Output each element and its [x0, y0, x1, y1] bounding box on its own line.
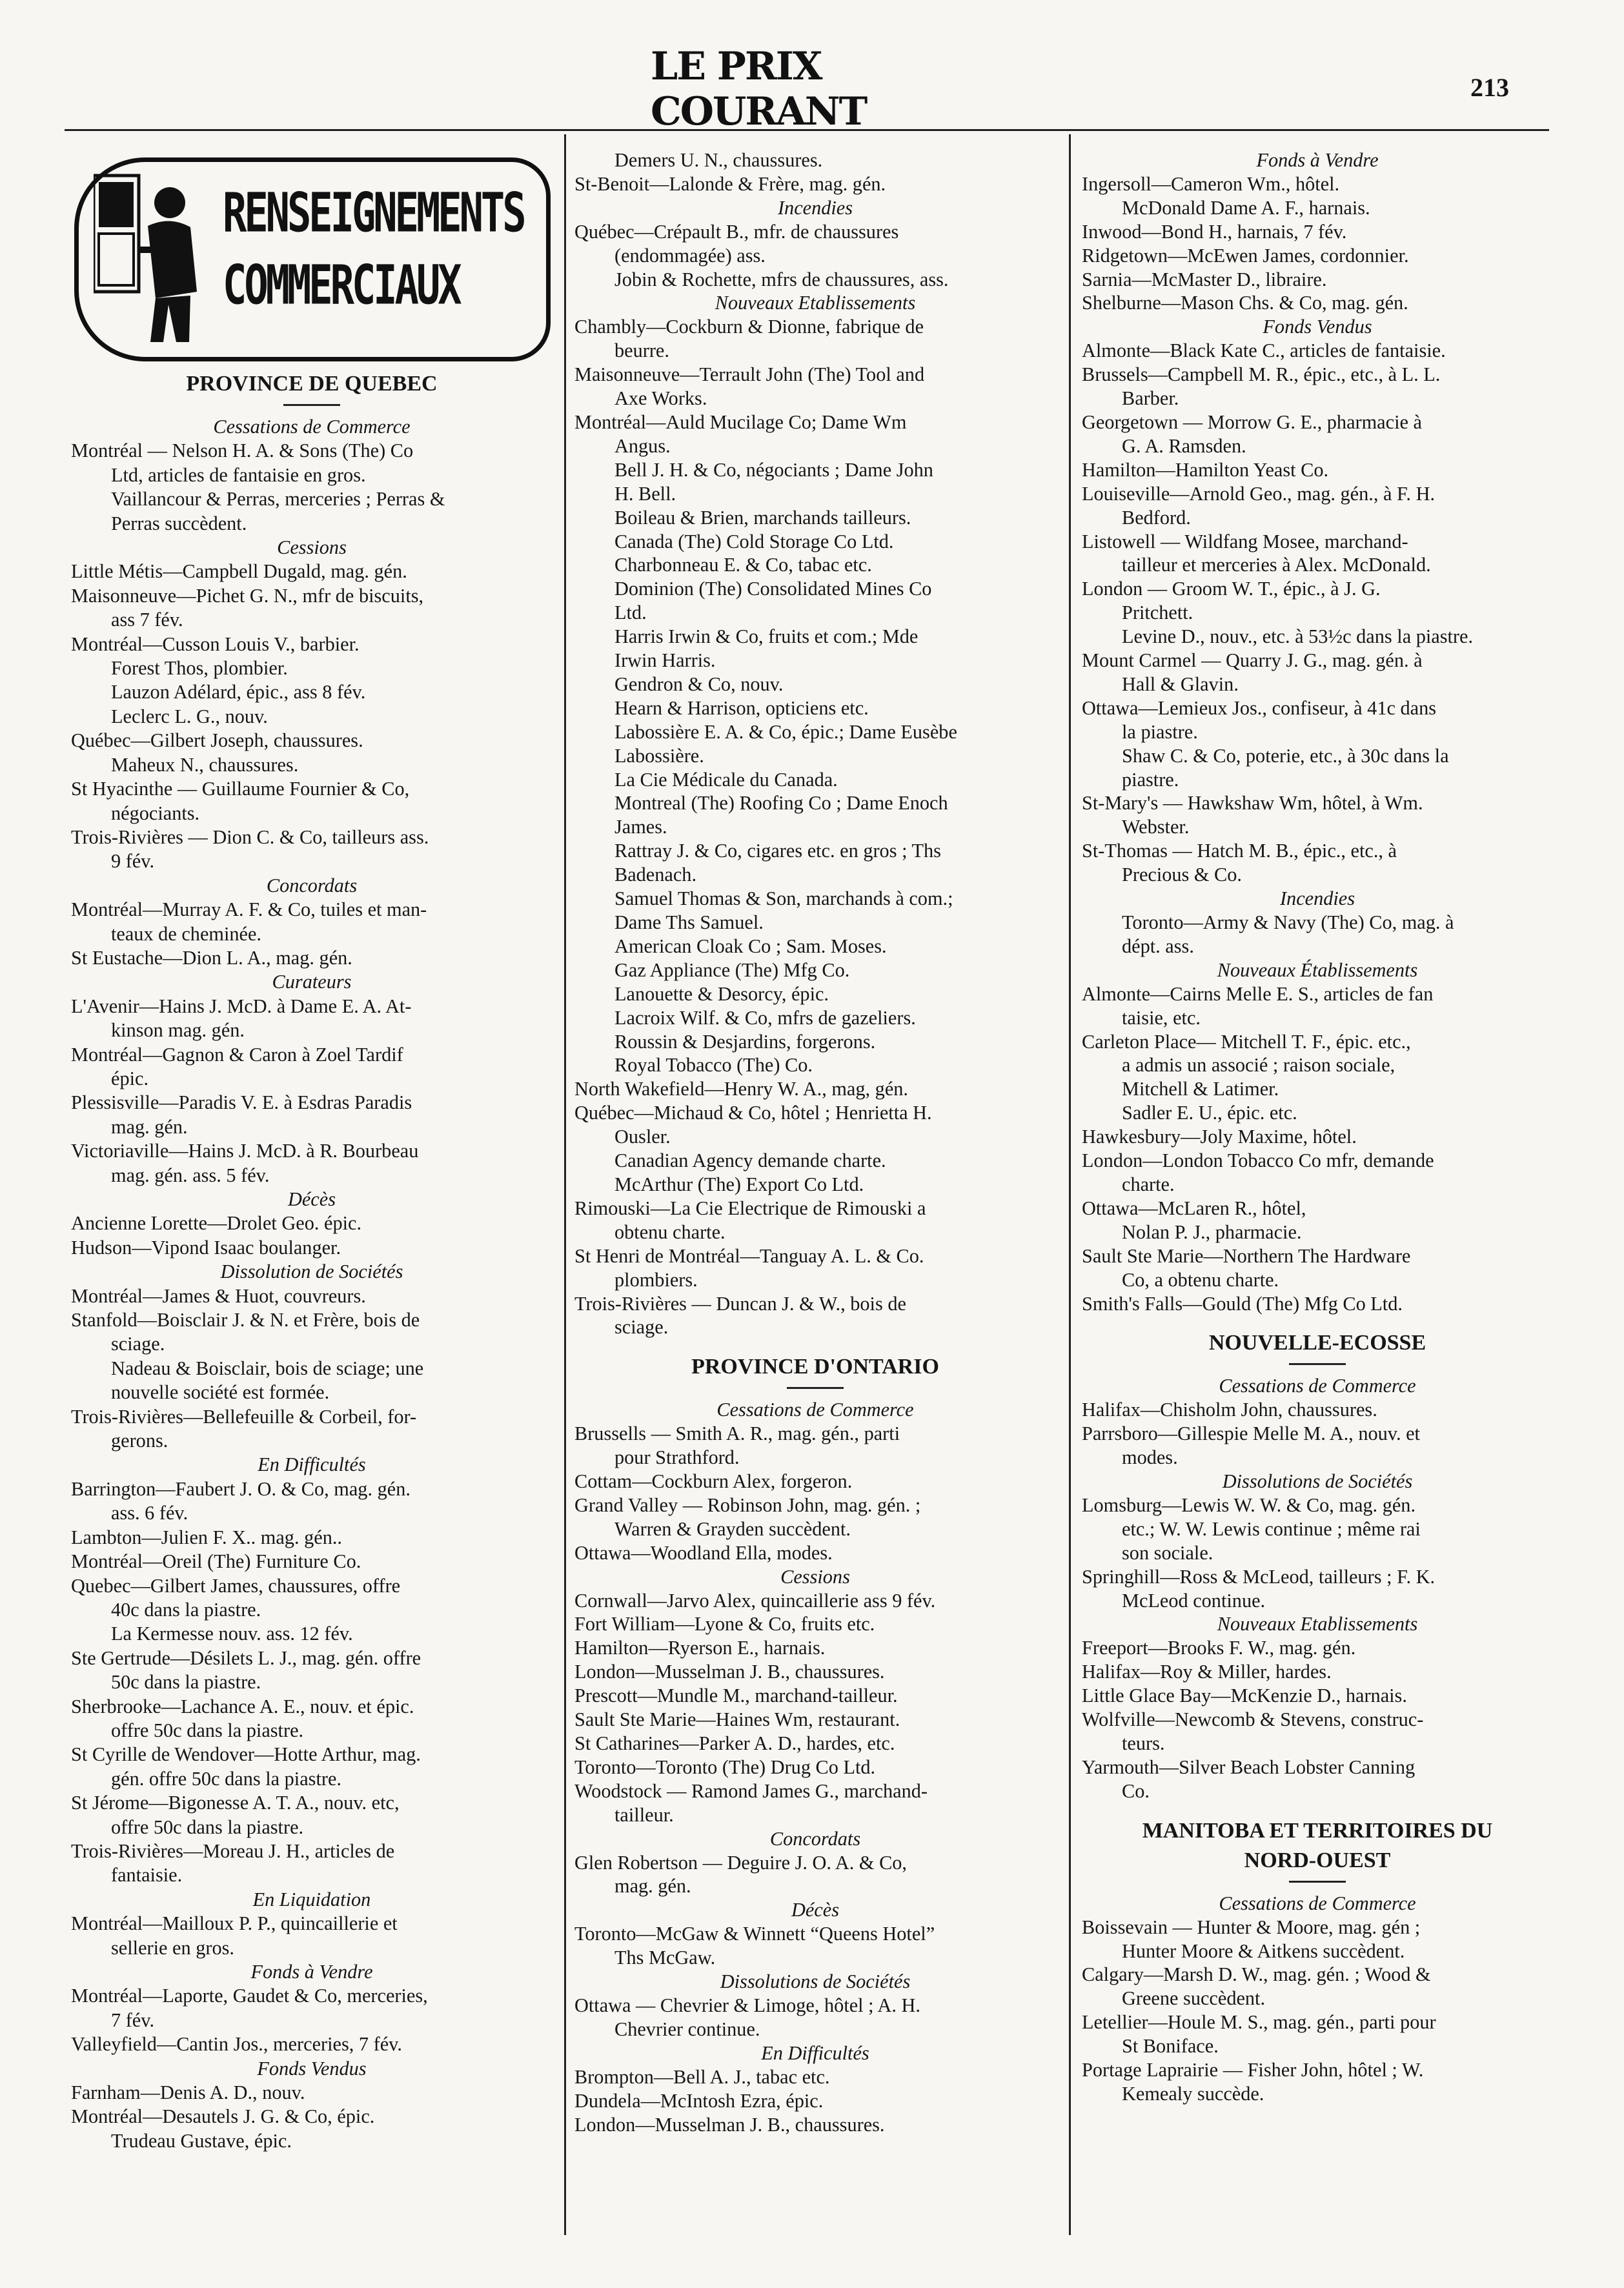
- entry-line: Montréal—Laporte, Gaudet & Co, merceries,: [71, 1985, 428, 2007]
- entry-line: St Cyrille de Wendover—Hotte Arthur, mag.: [71, 1743, 421, 1766]
- category-heading: Cessations de Commerce: [716, 1399, 914, 1421]
- entry-line: Halifax—Roy & Miller, hardes.: [1082, 1661, 1332, 1683]
- entry-continuation: Dominion (The) Consolidated Mines Co: [614, 578, 932, 600]
- entry-line: Almonte—Cairns Melle E. S., articles de fan: [1082, 982, 1434, 1005]
- entry-continuation: obtenu charte.: [614, 1220, 726, 1243]
- category-heading: Incendies: [777, 196, 853, 219]
- entry-continuation: nouvelle société est formée.: [111, 1381, 330, 1404]
- entry-line: Ingersoll—Cameron Wm., hôtel.: [1082, 172, 1340, 195]
- category-heading: Nouveaux Etablissements: [1217, 1613, 1418, 1635]
- entry-line: Halifax—Chisholm John, chaussures.: [1082, 1399, 1377, 1421]
- entry-continuation: sellerie en gros.: [111, 1936, 234, 1959]
- entry-continuation: Lauzon Adélard, épic., ass 8 fév.: [111, 681, 366, 704]
- entry-continuation: Boileau & Brien, marchands tailleurs.: [614, 506, 911, 529]
- entry-continuation: Hearn & Harrison, opticiens etc.: [614, 696, 869, 719]
- entry-continuation: négociants.: [111, 802, 200, 824]
- entry-continuation: Roussin & Desjardins, forgerons.: [614, 1030, 876, 1053]
- entry-continuation: Jobin & Rochette, mfrs de chaussures, ass.: [614, 268, 949, 290]
- entry-continuation: Mitchell & Latimer.: [1122, 1078, 1279, 1100]
- category-heading: Fonds Vendus: [257, 2057, 367, 2080]
- entry-line: Parrsboro—Gillespie Melle M. A., nouv. et: [1082, 1422, 1420, 1445]
- entry-line: Ridgetown—McEwen James, cordonnier.: [1082, 244, 1409, 267]
- spacer: [1082, 1315, 1553, 1328]
- column-body: [1082, 148, 1553, 2106]
- spacer: [574, 1339, 1056, 1352]
- entry-line: Fort William—Lyone & Co, fruits etc.: [574, 1613, 875, 1635]
- entry-continuation: Greene succèdent.: [1122, 1987, 1266, 2010]
- entry-continuation: (endommagée) ass.: [614, 244, 766, 267]
- entry-continuation: Hunter Moore & Aitkens succèdent.: [1122, 1939, 1405, 1962]
- entry-continuation: pour Strathford.: [614, 1446, 740, 1469]
- entry-line: Inwood—Bond H., harnais, 7 fév.: [1082, 220, 1347, 243]
- entry-continuation: Samuel Thomas & Son, marchands à com.;: [614, 887, 953, 910]
- entry-continuation: son sociale.: [1122, 1541, 1213, 1564]
- entry-line: Little Glace Bay—McKenzie D., harnais.: [1082, 1685, 1407, 1707]
- entry-continuation: Kemealy succède.: [1122, 2082, 1264, 2105]
- category-heading: Dissolution de Sociétés: [220, 1260, 403, 1283]
- header-rule: [65, 129, 1549, 131]
- entry-continuation: Ousler.: [614, 1126, 671, 1148]
- entry-line: St-Thomas — Hatch M. B., épic., etc., à: [1082, 840, 1397, 862]
- entry-continuation: Nadeau & Boisclair, bois de sciage; une: [111, 1357, 424, 1379]
- category-heading: Fonds à Vendre: [250, 1961, 373, 1983]
- entry-continuation: Ths McGaw.: [614, 1947, 716, 1969]
- entry-line: Ste Gertrude—Désilets L. J., mag. gén. offre: [71, 1646, 421, 1669]
- section-heading: PROVINCE D'ONTARIO: [691, 1355, 939, 1379]
- entry-line: Listowell — Wildfang Mosee, marchand-: [1082, 530, 1408, 552]
- category-heading: Cessions: [780, 1565, 850, 1588]
- entry-line: Hamilton—Hamilton Yeast Co.: [1082, 458, 1329, 481]
- entry-continuation: Bell J. H. & Co, négociants ; Dame John: [614, 458, 933, 481]
- entry-continuation: etc.; W. W. Lewis continue ; même rai: [1122, 1517, 1421, 1540]
- entry-continuation: tailleur et merceries à Alex. McDonald.: [1122, 554, 1431, 576]
- entry-line: St Eustache—Dion L. A., mag. gén.: [71, 946, 352, 969]
- entry-continuation: Irwin Harris.: [614, 649, 716, 672]
- entry-line: Maisonneuve—Terrault John (The) Tool and: [574, 363, 925, 386]
- entry-line: St Jérome—Bigonesse A. T. A., nouv. etc,: [71, 1792, 400, 1814]
- entry-line: St-Mary's — Hawkshaw Wm, hôtel, à Wm.: [1082, 792, 1423, 815]
- entry-continuation: Badenach.: [614, 864, 697, 886]
- entry-continuation: Angus.: [614, 434, 671, 457]
- entry-line: Ottawa—Lemieux Jos., confiseur, à 41c dans: [1082, 696, 1437, 719]
- entry-continuation: 50c dans la piastre.: [111, 1671, 261, 1694]
- entry-continuation: Nolan P. J., pharmacie.: [1122, 1220, 1302, 1243]
- category-heading: Décès: [287, 1188, 336, 1210]
- entry-continuation: piastre.: [1122, 768, 1179, 791]
- entry-continuation: McLeod continue.: [1122, 1589, 1266, 1612]
- clerk-figure-icon: [94, 169, 203, 343]
- entry-line: Wolfville—Newcomb & Stevens, construc-: [1082, 1708, 1424, 1731]
- entry-continuation: Vaillancour & Perras, merceries ; Perras &: [111, 488, 445, 511]
- entry-line: Montréal—Mailloux P. P., quincaillerie et: [71, 1912, 398, 1935]
- entry-continuation: mag. gén. ass. 5 fév.: [111, 1164, 270, 1186]
- entry-line: Stanfold—Boisclair J. & N. et Frère, bois de: [71, 1309, 420, 1331]
- entry-line: Montréal—James & Huot, couvreurs.: [71, 1284, 366, 1307]
- entry-continuation: Warren & Grayden succèdent.: [614, 1517, 851, 1540]
- entry-line: Grand Valley — Robinson John, mag. gén. ;: [574, 1493, 921, 1516]
- entry-line: Louiseville—Arnold Geo., mag. gén., à F. H.: [1082, 482, 1436, 505]
- category-heading: En Difficultés: [761, 2041, 869, 2064]
- entry-line: Trois-Rivières — Dion C. & Co, tailleurs ass.: [71, 825, 429, 848]
- entry-continuation: H. Bell.: [614, 482, 676, 505]
- entry-line: St-Benoit—Lalonde & Frère, mag. gén.: [574, 172, 886, 195]
- entry-continuation: Labossière E. A. & Co, épic.; Dame Eusèbe: [614, 720, 957, 743]
- entry-line: Boissevain — Hunter & Moore, mag. gén ;: [1082, 1916, 1421, 1938]
- banner-title-line: RENSEIGNEMENTS: [223, 181, 524, 245]
- entry-continuation: taisie, etc.: [1122, 1006, 1201, 1029]
- entry-continuation: kinson mag. gén.: [111, 1019, 245, 1042]
- entry-line: Georgetown — Morrow G. E., pharmacie à: [1082, 410, 1422, 433]
- entry-continuation: Axe Works.: [614, 387, 707, 410]
- entry-line: Mount Carmel — Quarry J. G., mag. gén. à: [1082, 649, 1423, 672]
- entry-line: London—Musselman J. B., chaussures.: [574, 1661, 885, 1683]
- entry-line: London—London Tobacco Co mfr, demande: [1082, 1149, 1434, 1172]
- heading-rule: [283, 404, 340, 406]
- entry-continuation: Lanouette & Desorcy, épic.: [614, 982, 829, 1005]
- entry-continuation: charte.: [1122, 1173, 1175, 1195]
- entry-line: Carleton Place— Mitchell T. F., épic. etc.,: [1082, 1030, 1411, 1053]
- entry-line: Quebec—Gilbert James, chaussures, offre: [71, 1574, 401, 1597]
- entry-continuation: modes.: [1122, 1446, 1178, 1469]
- entry-continuation: 7 fév.: [111, 2009, 155, 2031]
- entry-line: Québec—Gilbert Joseph, chaussures.: [71, 729, 363, 752]
- entry-continuation: gén. offre 50c dans la piastre.: [111, 1767, 341, 1790]
- page-number: 213: [1470, 73, 1509, 102]
- entry-line: Freeport—Brooks F. W., mag. gén.: [1082, 1637, 1356, 1659]
- section-heading: NORD-OUEST: [1244, 1848, 1391, 1872]
- entry-line: Hudson—Vipond Isaac boulanger.: [71, 1236, 341, 1259]
- section-heading: PROVINCE DE QUEBEC: [186, 372, 438, 396]
- entry-line: Shelburne—Mason Chs. & Co, mag. gén.: [1082, 292, 1408, 314]
- entry-line: Springhill—Ross & McLeod, tailleurs ; F. K.: [1082, 1565, 1436, 1588]
- entry-continuation: Canadian Agency demande charte.: [614, 1149, 886, 1172]
- entry-line: Trois-Rivières—Moreau J. H., articles de: [71, 1839, 395, 1862]
- entry-continuation: Gendron & Co, nouv.: [614, 673, 784, 695]
- entry-line: L'Avenir—Hains J. McD. à Dame E. A. At-: [71, 995, 412, 1017]
- entry-line: Montréal—Gagnon & Caron à Zoel Tardif: [71, 1043, 403, 1066]
- entry-line: North Wakefield—Henry W. A., mag, gén.: [574, 1078, 908, 1100]
- entry-continuation: La Cie Médicale du Canada.: [614, 768, 838, 791]
- entry-line: Montréal — Nelson H. A. & Sons (The) Co: [71, 440, 414, 462]
- heading-rule: [1289, 1363, 1346, 1365]
- entry-line: Brussells — Smith A. R., mag. gén., parti: [574, 1422, 900, 1445]
- category-heading: En Liquidation: [252, 1888, 371, 1910]
- entry-continuation: offre 50c dans la piastre.: [111, 1719, 304, 1741]
- entry-line: Sault Ste Marie—Haines Wm, restaurant.: [574, 1708, 900, 1731]
- column-body: [574, 148, 1056, 2136]
- entry-continuation: Sadler E. U., épic. etc.: [1122, 1102, 1297, 1124]
- entry-continuation: Harris Irwin & Co, fruits et com.; Mde: [614, 625, 919, 648]
- entry-continuation: gerons.: [111, 1430, 168, 1452]
- masthead-logo: LE PRIX COURANT: [651, 44, 867, 134]
- entry-continuation: Charbonneau E. & Co, tabac etc.: [614, 554, 872, 576]
- entry-continuation: dépt. ass.: [1122, 935, 1194, 957]
- category-heading: Décès: [791, 1899, 839, 1921]
- entry-continuation: Royal Tobacco (The) Co.: [614, 1054, 813, 1077]
- entry-line: Toronto—McGaw & Winnett “Queens Hotel”: [574, 1923, 935, 1945]
- entry-line: Sault Ste Marie—Northern The Hardware: [1082, 1244, 1411, 1267]
- entry-line: Dundela—McIntosh Ezra, épic.: [574, 2089, 824, 2112]
- entry-line: Valleyfield—Cantin Jos., merceries, 7 fév.: [71, 2033, 402, 2056]
- entry-line: Hamilton—Ryerson E., harnais.: [574, 1637, 826, 1659]
- entry-line: Glen Robertson — Deguire J. O. A. & Co,: [574, 1851, 908, 1874]
- entry-line: Plessisville—Paradis V. E. à Esdras Paradis: [71, 1091, 412, 1114]
- entry-continuation: Rattray J. & Co, cigares etc. en gros ; Ths: [614, 840, 941, 862]
- column-divider: [564, 134, 566, 2235]
- entry-line: Cottam—Cockburn Alex, forgeron.: [574, 1470, 853, 1493]
- entry-continuation: Forest Thos, plombier.: [111, 657, 288, 680]
- entry-continuation: Chevrier continue.: [614, 2018, 760, 2040]
- entry-continuation: Co, a obtenu charte.: [1122, 1268, 1279, 1291]
- category-heading: Fonds à Vendre: [1256, 149, 1379, 171]
- entry-continuation: James.: [614, 816, 667, 838]
- entry-continuation: McDonald Dame A. F., harnais.: [1122, 196, 1370, 219]
- category-heading: Fonds Vendus: [1263, 316, 1372, 338]
- entry-line: Smith's Falls—Gould (The) Mfg Co Ltd.: [1082, 1292, 1403, 1315]
- entry-continuation: a admis un associé ; raison sociale,: [1122, 1054, 1396, 1077]
- category-heading: Dissolutions de Sociétés: [720, 1970, 911, 1993]
- entry-line: Brussels—Campbell M. R., épic., etc., à L. L.: [1082, 363, 1441, 386]
- entry-line: Lomsburg—Lewis W. W. & Co, mag. gén.: [1082, 1493, 1416, 1516]
- entry-continuation: Lacroix Wilf. & Co, mfrs de gazeliers.: [614, 1006, 916, 1029]
- entry-continuation: Toronto—Army & Navy (The) Co, mag. à: [1122, 911, 1454, 933]
- entry-continuation: Pritchett.: [1122, 602, 1193, 624]
- entry-line: Barrington—Faubert J. O. & Co, mag. gén.: [71, 1477, 411, 1500]
- entry-line: Letellier—Houle M. S., mag. gén., parti pour: [1082, 2011, 1436, 2034]
- entry-line: Maisonneuve—Pichet G. N., mfr de biscuits,: [71, 584, 424, 607]
- entry-continuation: épic.: [111, 1067, 149, 1089]
- entry-line: Victoriaville—Hains J. McD. à R. Bourbeau: [71, 1140, 419, 1162]
- entry-continuation: la piastre.: [1122, 720, 1198, 743]
- entry-line: Trois-Rivières — Duncan J. & W., bois de: [574, 1292, 906, 1315]
- entry-continuation: mag. gén.: [111, 1115, 188, 1138]
- banner-title: [223, 177, 526, 338]
- entry-line: Lambton—Julien F. X.. mag. gén..: [71, 1526, 342, 1548]
- entry-continuation: Montreal (The) Roofing Co ; Dame Enoch: [614, 792, 948, 815]
- entry-continuation: beurre.: [614, 339, 669, 362]
- entry-continuation: sciage.: [111, 1333, 165, 1355]
- column-divider: [1069, 134, 1071, 2235]
- entry-continuation: Leclerc L. G., nouv.: [111, 705, 268, 727]
- entry-continuation: 9 fév.: [111, 850, 155, 873]
- entry-line: Hawkesbury—Joly Maxime, hôtel.: [1082, 1126, 1357, 1148]
- entry-line: Montréal—Cusson Louis V., barbier.: [71, 633, 360, 655]
- entry-line: Ottawa—McLaren R., hôtel,: [1082, 1197, 1306, 1219]
- entry-continuation: Perras succèdent.: [111, 512, 247, 534]
- entry-continuation: ass 7 fév.: [111, 609, 183, 631]
- entry-line: Woodstock — Ramond James G., marchand-: [574, 1779, 928, 1802]
- entry-continuation: American Cloak Co ; Sam. Moses.: [614, 935, 887, 957]
- entry-continuation: Bedford.: [1122, 506, 1191, 529]
- section-banner: [74, 150, 549, 363]
- entry-continuation: Maheux N., chaussures.: [111, 753, 299, 776]
- category-heading: Cessations de Commerce: [1219, 1375, 1416, 1397]
- entry-line: London — Groom W. T., épic., à J. G.: [1082, 578, 1381, 600]
- entry-line: Chambly—Cockburn & Dionne, fabrique de: [574, 316, 924, 338]
- section-heading: MANITOBA ET TERRITOIRES DU: [1142, 1818, 1493, 1843]
- entry-line: London—Musselman J. B., chaussures.: [574, 2113, 885, 2136]
- heading-rule: [787, 1387, 844, 1389]
- entry-continuation: Ltd, articles de fantaisie en gros.: [111, 463, 366, 486]
- column-3: [1082, 148, 1553, 2106]
- entry-continuation: G. A. Ramsden.: [1122, 434, 1246, 457]
- entry-line: Farnham—Denis A. D., nouv.: [71, 2081, 305, 2104]
- entry-line: Cornwall—Jarvo Alex, quincaillerie ass 9 fév.: [574, 1589, 936, 1612]
- entry-line: Portage Laprairie — Fisher John, hôtel ; W.: [1082, 2059, 1424, 2081]
- column-body: [71, 369, 553, 2153]
- entry-continuation: teaux de cheminée.: [111, 922, 261, 945]
- entry-continuation: fantaisie.: [111, 1864, 183, 1887]
- entry-continuation: teurs.: [1122, 1732, 1165, 1754]
- entry-line: Little Métis—Campbell Dugald, mag. gén.: [71, 560, 407, 583]
- entry-line: Ottawa — Chevrier & Limoge, hôtel ; A. H.: [574, 1994, 920, 2016]
- banner-title-line: COMMERCIAUX: [223, 253, 460, 317]
- entry-line: Montréal—Oreil (The) Furniture Co.: [71, 1550, 361, 1573]
- entry-continuation: Canada (The) Cold Storage Co Ltd.: [614, 530, 894, 552]
- section-heading: NOUVELLE-ECOSSE: [1208, 1331, 1426, 1355]
- entry-continuation: Labossière.: [614, 744, 704, 767]
- category-heading: Incendies: [1279, 887, 1355, 910]
- entry-line: Montréal—Auld Mucilage Co; Dame Wm: [574, 410, 907, 433]
- entry-line: Ancienne Lorette—Drolet Geo. épic.: [71, 1212, 362, 1235]
- entry-line: St Hyacinthe — Guillaume Fournier & Co,: [71, 778, 410, 800]
- category-heading: Nouveaux Etablissements: [715, 292, 916, 314]
- entry-continuation: Dame Ths Samuel.: [614, 911, 764, 933]
- entry-continuation: Precious & Co.: [1122, 864, 1242, 886]
- column-2: [574, 148, 1056, 2136]
- entry-continuation: Hall & Glavin.: [1122, 673, 1239, 695]
- category-heading: Nouveaux Établissements: [1217, 958, 1418, 981]
- entry-continuation: McArthur (The) Export Co Ltd.: [614, 1173, 864, 1195]
- entry-line: Almonte—Black Kate C., articles de fantaisie.: [1082, 339, 1446, 362]
- entry-line: Brompton—Bell A. J., tabac etc.: [574, 2065, 830, 2088]
- entry-line: Québec—Crépault B., mfr. de chaussures: [574, 220, 899, 243]
- category-heading: Cessions: [277, 536, 347, 559]
- entry-continuation: 40c dans la piastre.: [111, 1598, 261, 1621]
- entry-continuation: Shaw C. & Co, poterie, etc., à 30c dans la: [1122, 744, 1449, 767]
- entry-line: Montréal—Murray A. F. & Co, tuiles et man-: [71, 898, 427, 921]
- category-heading: Dissolutions de Sociétés: [1222, 1470, 1413, 1493]
- entry-line: Calgary—Marsh D. W., mag. gén. ; Wood &: [1082, 1963, 1431, 1986]
- entry-line: St Catharines—Parker A. D., hardes, etc.: [574, 1732, 895, 1754]
- entry-continuation: Ltd.: [614, 602, 647, 624]
- entry-line: Yarmouth—Silver Beach Lobster Canning: [1082, 1756, 1416, 1778]
- entry-line: Montréal—Desautels J. G. & Co, épic.: [71, 2105, 375, 2128]
- entry-line: Sherbrooke—Lachance A. E., nouv. et épic.: [71, 1695, 414, 1717]
- entry-line: Toronto—Toronto (The) Drug Co Ltd.: [574, 1756, 876, 1778]
- entry-continuation: Gaz Appliance (The) Mfg Co.: [614, 958, 850, 981]
- entry-continuation: sciage.: [614, 1316, 669, 1339]
- entry-line: St Henri de Montréal—Tanguay A. L. & Co.: [574, 1244, 924, 1267]
- entry-continuation: St Boniface.: [1122, 2035, 1219, 2058]
- entry-line: Rimouski—La Cie Electrique de Rimouski a: [574, 1197, 926, 1219]
- spacer: [1082, 1803, 1553, 1816]
- category-heading: Concordats: [769, 1827, 861, 1850]
- category-heading: Cessations de Commerce: [1219, 1892, 1416, 1914]
- category-heading: Curateurs: [272, 971, 352, 993]
- entry-line: Prescott—Mundle M., marchand-tailleur.: [574, 1685, 898, 1707]
- entry-continuation: mag. gén.: [614, 1875, 691, 1898]
- entry-line: Trois-Rivières—Bellefeuille & Corbeil, for-: [71, 1405, 417, 1428]
- entry-continuation: offre 50c dans la piastre.: [111, 1816, 304, 1838]
- entry-continuation: Co.: [1122, 1779, 1150, 1802]
- category-heading: Cessations de Commerce: [213, 416, 411, 438]
- category-heading: En Difficultés: [258, 1453, 366, 1476]
- column-1: [71, 150, 553, 2153]
- entry-continuation: La Kermesse nouv. ass. 12 fév.: [111, 1623, 353, 1645]
- heading-rule: [1289, 1881, 1346, 1883]
- entry-continuation: Barber.: [1122, 387, 1179, 410]
- entry-continuation: tailleur.: [614, 1803, 674, 1826]
- entry-line: Ottawa—Woodland Ella, modes.: [574, 1541, 833, 1564]
- category-heading: Concordats: [266, 874, 358, 896]
- entry-continuation: ass. 6 fév.: [111, 1502, 188, 1524]
- entry-continuation: Trudeau Gustave, épic.: [111, 2129, 292, 2152]
- entry-line: Sarnia—McMaster D., libraire.: [1082, 268, 1327, 290]
- entry-line: Québec—Michaud & Co, hôtel ; Henrietta H.: [574, 1102, 932, 1124]
- entry-continuation: Webster.: [1122, 816, 1190, 838]
- entry-continuation: Demers U. N., chaussures.: [614, 149, 823, 171]
- entry-continuation: Levine D., nouv., etc. à 53½c dans la piastre.: [1122, 625, 1474, 648]
- entry-continuation: plombiers.: [614, 1268, 698, 1291]
